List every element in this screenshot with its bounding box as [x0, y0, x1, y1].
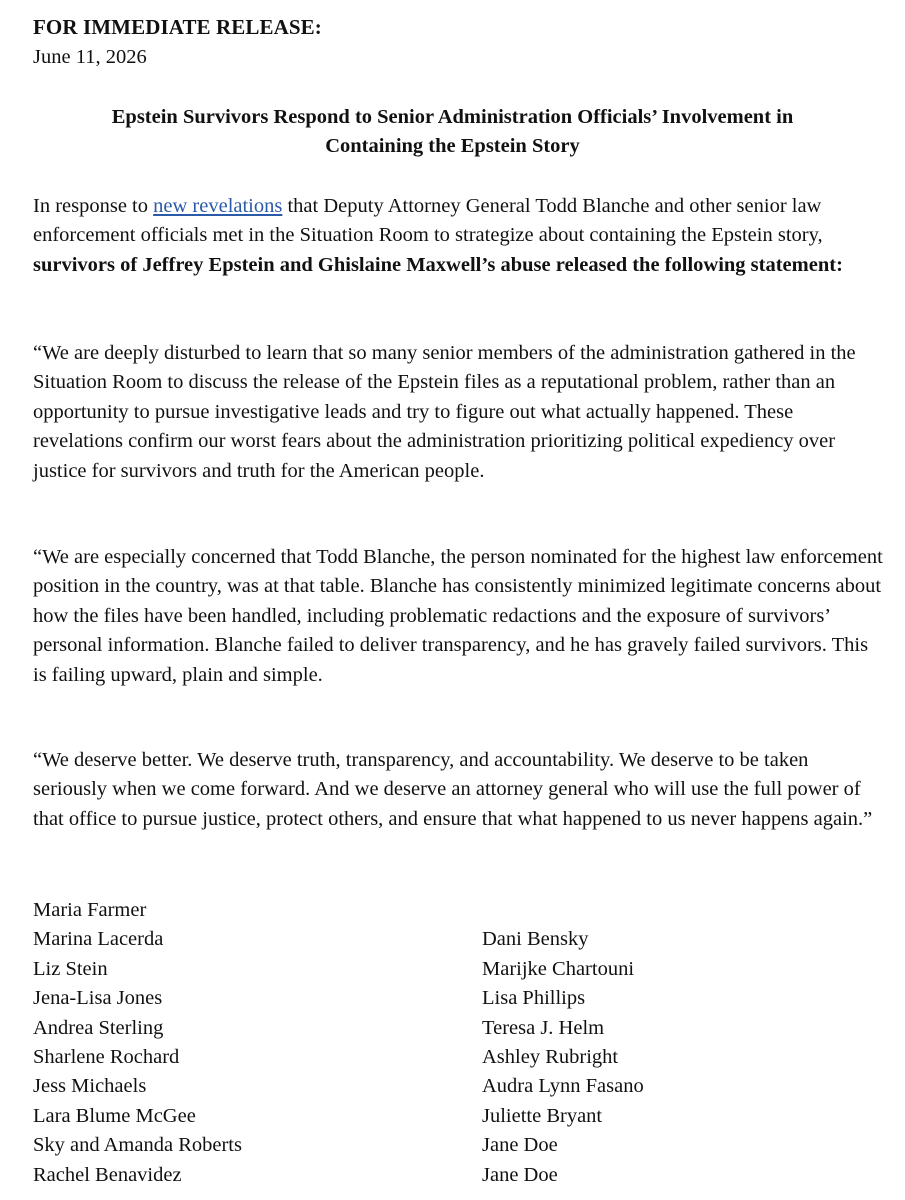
intro-text-middle: that Deputy Attorney General Todd Blanche and other senior law enforcement officials met in the Situation Room to strategize about containing the Epstein story, — [33, 195, 823, 247]
signatories-left-column — [33, 896, 242, 1190]
signatory: Marina Lacerda — [33, 928, 164, 951]
statement-paragraph-3: “We deserve better. We deserve truth, transparency, and accountability. We deserve to be taken seriously when we come forward. And we deserve an attorney general who will use the full power of that office to pursue justice, protect others, and ensure that what happened to us never happens again.” — [33, 749, 873, 830]
signatory: Jena-Lisa Jones — [33, 987, 163, 1010]
release-date: June 11, 2026 — [33, 46, 147, 68]
signatory: Jane Doe — [482, 1134, 558, 1157]
new-revelations-link[interactable]: new revelations — [153, 195, 283, 217]
signatories-right-column — [482, 925, 644, 1190]
signatory: Audra Lynn Fasano — [482, 1075, 644, 1098]
signatory: Dani Bensky — [482, 928, 589, 951]
signatory: Andrea Sterling — [33, 1016, 164, 1039]
signatory: Sky and Amanda Roberts — [33, 1134, 242, 1157]
statement-paragraph-2: “We are especially concerned that Todd Blanche, the person nominated for the highest law enforcement position in the country, was at that table. Blanche has consistently minimized legitimate concerns about how the files have been handled, including problematic redactions and the exposure of survivors’ personal information. Blanche failed to deliver transparency, and he has gravely failed survivors. This is failing upward, plain and simple. — [33, 546, 883, 686]
headline — [40, 103, 865, 161]
signatory: Ashley Rubright — [482, 1046, 619, 1069]
signatory: Jane Doe — [482, 1163, 558, 1186]
signatory: Lara Blume McGee — [33, 1104, 196, 1127]
signatory: Sharlene Rochard — [33, 1046, 180, 1069]
intro-bold-text: survivors of Jeffrey Epstein and Ghislaine Maxwell’s abuse released the following statement: — [33, 253, 843, 276]
signatory: Jess Michaels — [33, 1075, 147, 1098]
headline-line-1: Epstein Survivors Respond to Senior Administration Officials’ Involvement in — [111, 106, 794, 128]
signatory: Rachel Benavidez — [33, 1163, 182, 1186]
intro-text-start: In response to — [33, 195, 154, 217]
release-label: FOR IMMEDIATE RELEASE: — [33, 15, 322, 39]
signatory: Juliette Bryant — [482, 1104, 603, 1127]
headline-line-2: Containing the Epstein Story — [325, 135, 580, 157]
signatory: Teresa J. Helm — [482, 1016, 605, 1039]
signatory: Maria Farmer — [33, 899, 147, 921]
statement-paragraph-1: “We are deeply disturbed to learn that so many senior members of the administration gathered in the Situation Room to discuss the release of the Epstein files as a reputational problem, rather than an opportunity to pursue investigative leads and try to figure out what actually happened. These revelations confirm our worst fears about the administration prioritizing political expediency over justice for survivors and truth for the American people. — [33, 342, 856, 482]
signatory: Lisa Phillips — [482, 987, 586, 1010]
intro-paragraph — [33, 192, 883, 280]
signatory: Marijke Chartouni — [482, 957, 635, 980]
signatory: Liz Stein — [33, 957, 108, 980]
